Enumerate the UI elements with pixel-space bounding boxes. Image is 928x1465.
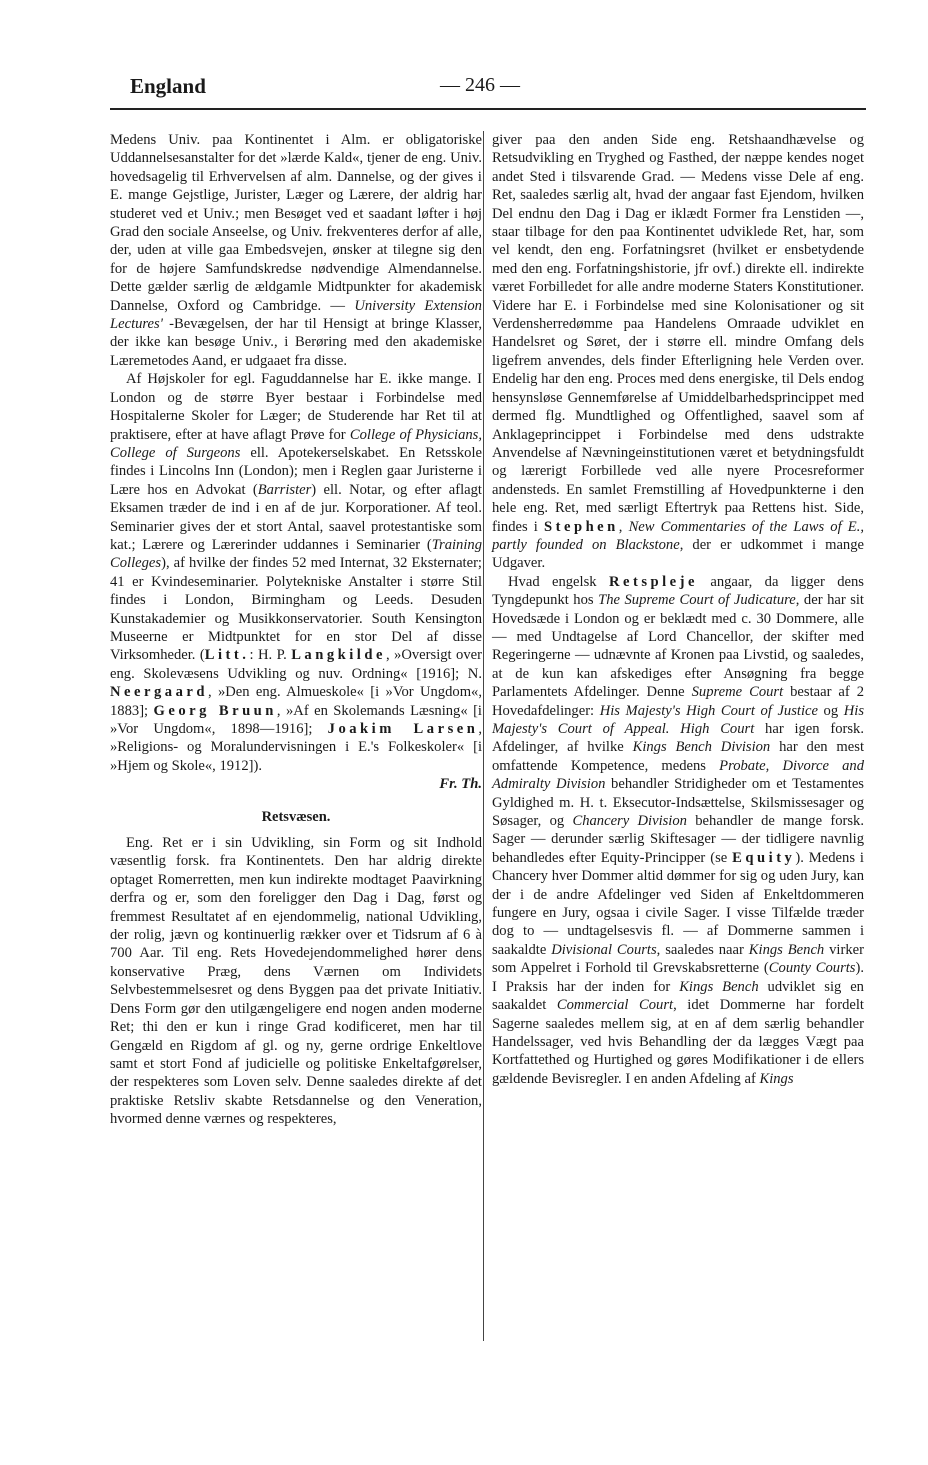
italic-term: Kings Bench — [748, 941, 825, 958]
paragraph-professional-schools: Af Højskoler for egl. Faguddannelse har E. ikke mange. I London og de større Byer bestaar i Forbindelse med Hospitalerne Skoler for Læger; de Studerende har Ret til at praktisere, efter at have aflagt Prøve for College of Physicians, College of Surgeons ell. Apotekerselskabet. En Retsskole findes i Lincolns Inn (London); men i Reglen gaar Juristerne i Lære hos en Advokat (Barrister) ell. Notar, og efter aflagt Eksamen træder de ind i en af de jur. Korporationer. Af teol. Seminarier gives der et stort Antal, saavel protestantiske som kat.; Lærere og Lærerinder uddannes i Seminarier (Training Colleges), af hvilke der findes 52 med Internat, 32 Eksternater; 41 er Kvindeseminarier. Polytekniske Anstalter i større Stil findes i London, Birmingham og Leeds. Desuden Kunstakademier og Musikkonservatorier. South Kensington Museerne er Midtpunktet for en stor Del af disse Virksomheder. (Litt.: H. P. Langkilde, »Oversigt over eng. Skolevæsens Udvikling og nuv. Ordning« [1916]; N. Neergaard, »Den eng. Almueskole« [i »Vor Ungdom«, 1883]; Georg Bruun, »Af en Skolemands Læsning« [i »Vor Ungdom«, 1898—1916]; Joakim Larsen, »Religions- og Moralundervisningen i E.'s Folkeskoler« [i »Hjem og Skole«, 1912]). — [110, 371, 482, 774]
italic-term: Training Colleges — [110, 536, 482, 572]
spaced-name: Langkilde — [291, 647, 386, 664]
running-head-title: England — [130, 74, 206, 98]
page-number: — 246 — — [440, 74, 520, 96]
left-column — [110, 131, 482, 1129]
spaced-name: Joakim Larsen — [327, 721, 479, 737]
section-heading: Retsvæsen. — [261, 808, 331, 825]
header-rule — [110, 108, 866, 110]
right-column — [492, 131, 864, 1088]
italic-term: University Extension Lectures' — [110, 297, 482, 333]
spaced-name: Neergaard — [110, 684, 208, 701]
italic-term: Chancery Division — [572, 813, 687, 830]
author-signature: Fr. Th. — [439, 776, 482, 793]
italic-term: Supreme Court — [691, 684, 784, 701]
italic-term: Kings Bench — [679, 978, 759, 995]
column-divider — [483, 131, 484, 1341]
spaced-name: Litt. — [204, 647, 250, 664]
spaced-name: Georg Bruun — [153, 702, 277, 719]
paragraph-universities: Medens Univ. paa Kontinentet i Alm. er obligatoriske Uddannelsesanstalter for det »lærde Kald«, tjener de eng. Univ. hovedsagelig til Erhvervelsen af alm. Dannelse, og der gives i E. mange Gejstlige, Jurister, Læger og Lærere, der aldrig har studeret ved et Univ.; men Besøget ved et saadant løfter i høj Grad den sociale Anseelse, og Univ. frekventeres derfor af alle, der, uden at ville gaa Embedsvejen, ønsker at tilegne sig den for de højere Samfundskredse nødvendige Almendannelse. Dette gælder særlig de ældgamle Midtpunkter for akademisk Dannelse, Oxford og Cambridge. — University Extension Lectures' -Bevægelsen, der har til Hensigt at bringe Klasser, der ikke kan besøge Univ., i Berøring med den akademiske Læremetodes Aand, er udgaaet fra disse. — [110, 132, 482, 369]
italic-term: Barrister — [257, 481, 312, 498]
spaced-name: Stephen — [544, 518, 619, 535]
italic-term: Kings Bench Division — [632, 739, 771, 756]
page-header — [130, 70, 863, 106]
paragraph-judiciary: Hvad engelsk Retspleje angaar, da ligger dens Tyngdepunkt hos The Supreme Court of Judicature, der har sit Hovedsæde i London og er beklædt med c. 30 Dommere, alle — med Undtagelse af Lord Chancellor, der skifter med Regeringerne — udnævnte af Kronen paa Livstid, og saaledes, at de kun kan afskediges efter Ansøgning fra begge Parlamentets Afdelinger. Denne Supreme Court bestaar af 2 Hovedafdelinger: His Majesty's High Court of Justice og His Majesty's Court of Appeal. High Court har igen forsk. Afdelinger, af hvilke Kings Bench Division har den mest omfattende Kompetence, medens Probate, Divorce and Admiralty Division behandler Stridigheder om et Testamentes Gyldighed m. H. t. Eksecutor-Indsættelse, Skilsmissesager og Søsager, og Chancery Division behandler de mange forsk. Sager — derunder særlig Skiftesager — der tidligere navnlig behandledes efter Equity-Principper (se Equity). Medens i Chancery hver Dommer altid dømmer for sig og uden Jury, kan der i de andre Afdelinger ved Siden af Enkeltdommeren fungere en Jury, ogsaa i civile Sager. I visse Tilfælde træder dog to — undtagelsesvis fl. — af Dommerne sammen i saakaldte Divisional Courts, saaledes naar Kings Bench virker som Appelret i Forhold til Grevskabsretterne (County Courts). I Praksis har der inden for Kings Bench udviklet sig en saakaldet Commercial Court, idet Dommerne har fordelt Sagerne saaledes mellem sig, at en af dem særlig behandler Handelssager, ved hvis Behandling der da lægges Vægt paa Kortfattethed og Hurtighed og gøres Modifikationer i de ellers gældende Bevisregler. I en anden Afdeling af Kings — [492, 573, 865, 1087]
italic-term: His Majesty's Court of Appeal. High Court — [492, 702, 865, 737]
italic-term: Kings — [759, 1070, 794, 1087]
paragraph-law-continued: giver paa den anden Side eng. Retshaandhævelse og Retsudvikling en Tryghed og Fasthed, der næppe kendes noget andet Sted i tilsvarende Grad. — Medens visse Dele af eng. Ret, saaledes særlig alt, hvad der angaar fast Ejendom, hvilken Del endnu den Dag i Dag er iklædt Former fra Lenstiden —, staar tilbage for den paa Kontinentet udviklede Ret, har, som vel kendt, den eng. Forfatningsret (hvilket er ensbetydende med den eng. Forfatningshistorie, jfr ovf.) direkte ell. indirekte været Forbilledet for alle andre moderne Staters Konstitutioner. Videre har E. i Forbindelse med sine Kolonisationer og sit Verdensherredømme paa Handelens Omraade udviklet en Handelsret og Søret, der i større ell. mindre Omfang dels ligefrem anvendes, dels finder Efterligning hele Verden over. Endelig har den eng. Proces med dens energiske, til Dels endog hensynsløse Gennemførelse af Umiddelbarhedsprincippet med dermed flg. Mundtlighed og Offentlighed, saavel som af Anklageprincippet i Forbindelse med dens udstrakte Anvendelse af Nævningeinstitutionen været et betydningsfuldt og lærerigt Forbillede ved alle nyere Procesreformer andensteds. En samlet Fremstilling af Hovedpunkterne i den hele eng. Ret, med særligt Eftertryk paa Rettens hist. Side, findes i Stephen, New Commentaries of the Laws of E., partly founded on Blackstone, der er udkommet i mange Udgaver. — [492, 132, 864, 572]
italic-term: Probate, Divorce and Admiralty Division — [492, 757, 864, 793]
italic-term: New Commentaries of the Laws of E., partly founded on Blackstone — [492, 518, 864, 553]
paragraph-law-intro: Eng. Ret er i sin Udvikling, sin Form og sit Indhold væsentlig forsk. fra Kontinentets. Den har aldrig direkte optaget Romerretten, men kun indirekte modtaget Paavirkning derfra og er, som den foreligger den Dag i Dag, først og fremmest Resultatet af en ejendommelig, national Udvikling, der rolig, jævn og kontinuerlig rækker over et Tidsrum af 6 à 700 Aar. Til eng. Rets Hovedejendommelighed hører dens konservative Præg, dens Værnen om Individets Selvbestemmelsesret og dens Byggen paa det private Initiativ. Dens Form gør den utilgængeligere end nogen anden moderne Ret; thi den er kun i ringe Grad kodificeret, men har til Gengæld en Rigdom af gl. og ny, gerne ordrige Enkeltlove samt et stort Fond af judicielle og politiske Enkeltafgørelser, der respekteres som Loven selv. Denne saaledes direkte af det praktiske Retsliv skabte Retsdannelse og den Veneration, hvormed denne værnes og respekteres, — [110, 835, 482, 1128]
spaced-name: Retspleje — [608, 573, 698, 590]
italic-term: The Supreme Court of Judicature — [598, 592, 796, 609]
italic-term: County Courts — [768, 960, 856, 977]
italic-term: College of Physicians, College of Surgeons — [110, 426, 482, 461]
italic-term: His Majesty's High Court of Justice — [599, 702, 818, 719]
spaced-name: Equity — [732, 849, 796, 866]
italic-term: Divisional Courts — [551, 941, 657, 958]
italic-term: Commercial Court — [556, 997, 674, 1014]
